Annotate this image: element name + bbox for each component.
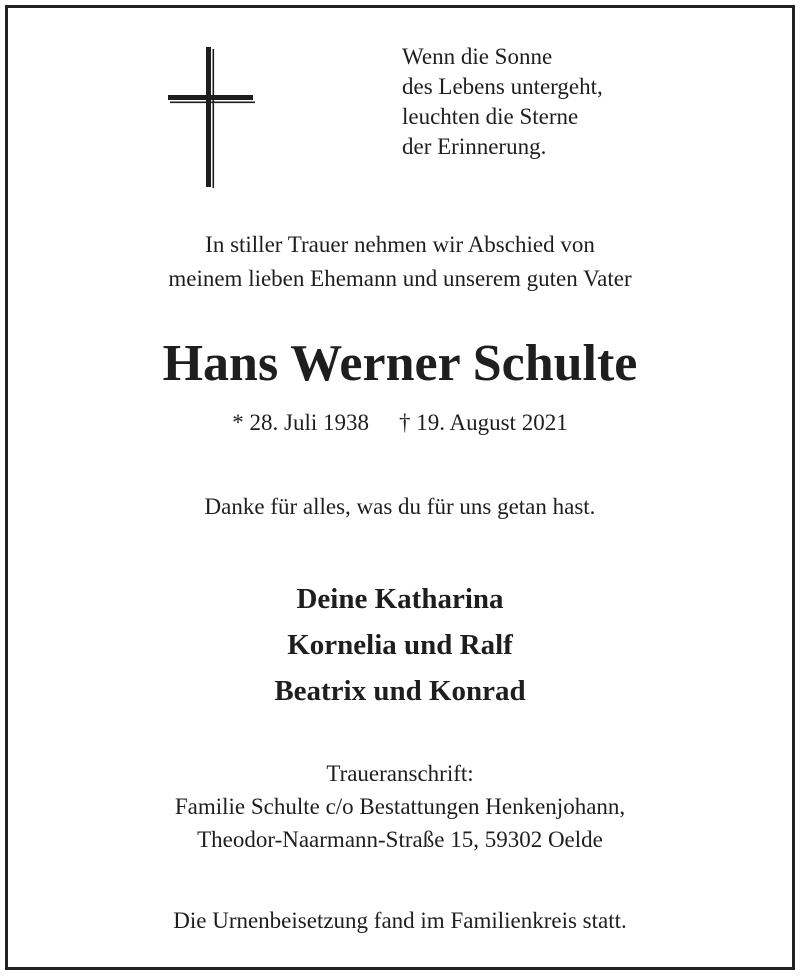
address-label: Traueranschrift: — [326, 761, 474, 786]
poem-line: leuchten die Sterne — [402, 104, 579, 129]
death-date: † 19. August 2021 — [399, 410, 568, 435]
life-dates — [0, 406, 800, 440]
poem-line: Wenn die Sonne — [402, 44, 553, 69]
family-member: Deine Katharina — [296, 583, 504, 615]
intro-text — [0, 228, 800, 296]
poem — [402, 42, 603, 162]
birth-date: * 28. Juli 1938 — [232, 410, 370, 435]
intro-line-1: In stiller Trauer nehmen wir Abschied von — [205, 232, 595, 257]
poem-line: des Lebens untergeht, — [402, 74, 603, 99]
family-names — [0, 576, 800, 714]
family-member: Beatrix und Konrad — [274, 675, 526, 707]
family-member: Kornelia und Ralf — [287, 629, 513, 661]
poem-line: der Erinnerung. — [402, 134, 547, 159]
mourning-address — [0, 757, 800, 856]
deceased-name: Hans Werner Schulte — [162, 335, 638, 392]
urn-notice: Die Urnenbeisetzung fand im Familienkreis statt. — [173, 908, 627, 933]
cross-icon — [166, 45, 256, 190]
thanks-text: Danke für alles, was du für uns getan hast. — [204, 494, 596, 519]
address-line-1: Familie Schulte c/o Bestattungen Henkenjohann, — [174, 794, 626, 819]
address-line-2: Theodor-Naarmann-Straße 15, 59302 Oelde — [197, 827, 603, 852]
intro-line-2: meinem lieben Ehemann und unserem guten Vater — [168, 266, 632, 291]
